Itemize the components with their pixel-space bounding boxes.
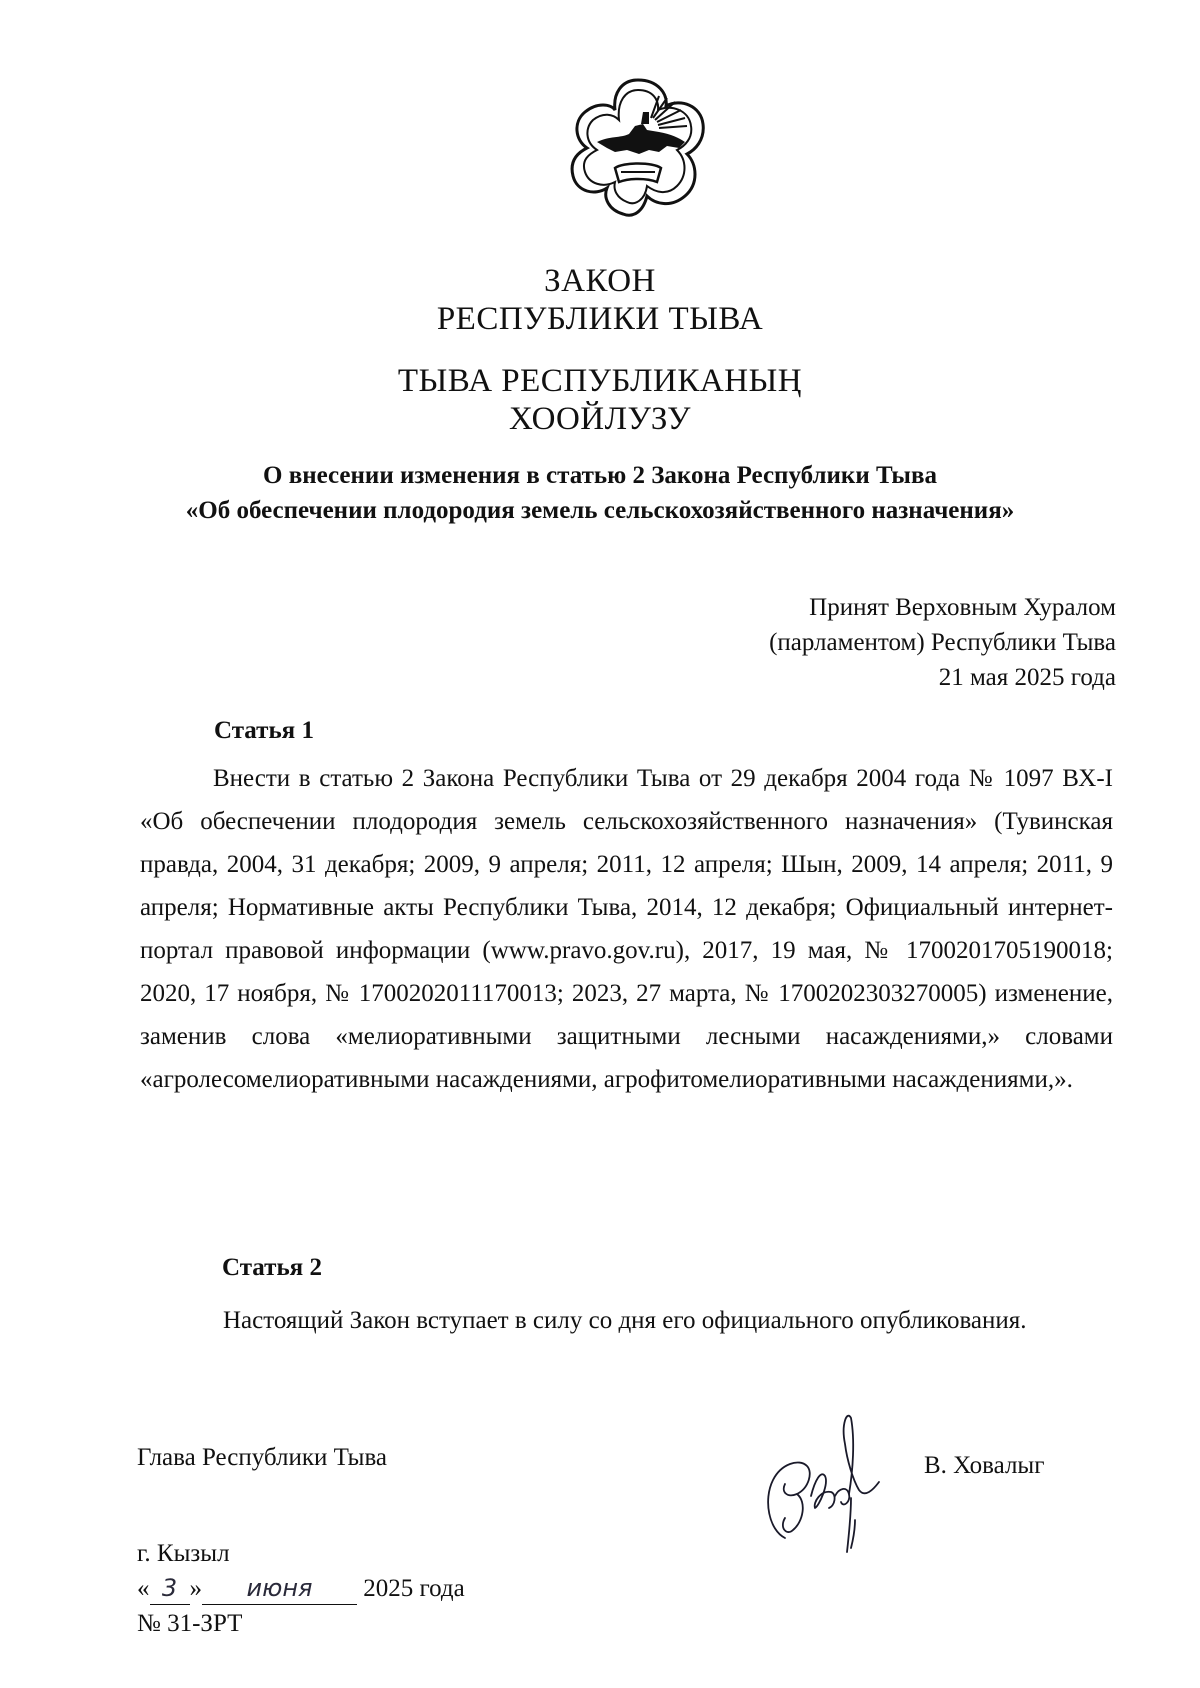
- date-month-field: [202, 1573, 357, 1605]
- title-ru-line2: РЕСПУБЛИКИ ТЫВА: [436, 301, 764, 337]
- title-ru-line1: ЗАКОН: [544, 263, 656, 299]
- date-close-quote: »: [189, 1575, 202, 1602]
- adopted-date: 21 мая 2025 года: [938, 664, 1116, 691]
- article-2-text: Настоящий Закон вступает в силу со дня его официального опубликования.: [223, 1307, 1027, 1334]
- law-title-tuvan: [0, 362, 1200, 438]
- date-month-value: июня: [246, 1574, 313, 1602]
- law-subject: [0, 458, 1200, 528]
- date-open-quote: «: [137, 1575, 150, 1602]
- title-tv-line1: ТЫВА РЕСПУБЛИКАНЫҢ: [397, 363, 803, 399]
- law-title-russian: [0, 262, 1200, 338]
- document-footer: [137, 1536, 465, 1641]
- city: г. Кызыл: [137, 1540, 230, 1567]
- article-1-heading: Статья 1: [214, 717, 314, 744]
- article-1-text: Внести в статью 2 Закона Республики Тыва от 29 декабря 2004 года № 1097 ВХ-I «Об обеспечении плодородия земель сельскохозяйственного назначения» (Тувинская правда, 2004, 31 декабря; 2009, 9 апреля; 2011, 12 апреля; Шын, 2009, 14 апреля; 2011, 9 апреля; Нормативные акты Республики Тыва, 2014, 12 декабря; Официальный интернет-портал правовой информации (www.pravo.gov.ru), 2017, 19 мая, № 1700201705190018; 2020, 17 ноября, № 1700202011170013; 2023, 27 марта, № 1700202303270005) изменение, заменив слова «мелиоративными защитными лесными насаждениями,» словами «агролесомелиоративными насаждениями, агрофитомелиоративными насаждениями,».: [140, 765, 1113, 1093]
- date-year: 2025 года: [363, 1575, 465, 1602]
- law-number: № 31-ЗРТ: [137, 1610, 243, 1637]
- subject-line2: «Об обеспечении плодородия земель сельскохозяйственного назначения»: [185, 497, 1015, 524]
- signatory-position: Глава Республики Тыва: [137, 1444, 388, 1471]
- article-2-heading: Статья 2: [222, 1254, 322, 1281]
- signatory-name: В. Ховалыг: [924, 1452, 1045, 1479]
- date-day-field: [150, 1573, 190, 1605]
- title-tv-line2: ХООЙЛУЗУ: [508, 401, 692, 437]
- signing-date: [137, 1571, 465, 1606]
- adopted-line2: (парламентом) Республики Тыва: [769, 629, 1116, 656]
- subject-line1: О внесении изменения в статью 2 Закона Республики Тыва: [263, 462, 937, 489]
- tuva-coat-of-arms-icon: [563, 72, 713, 222]
- handwritten-signature-icon: [755, 1410, 900, 1560]
- adoption-note: [769, 590, 1116, 695]
- adopted-line1: Принят Верховным Хуралом: [809, 594, 1116, 621]
- date-day-value: 3: [161, 1574, 178, 1602]
